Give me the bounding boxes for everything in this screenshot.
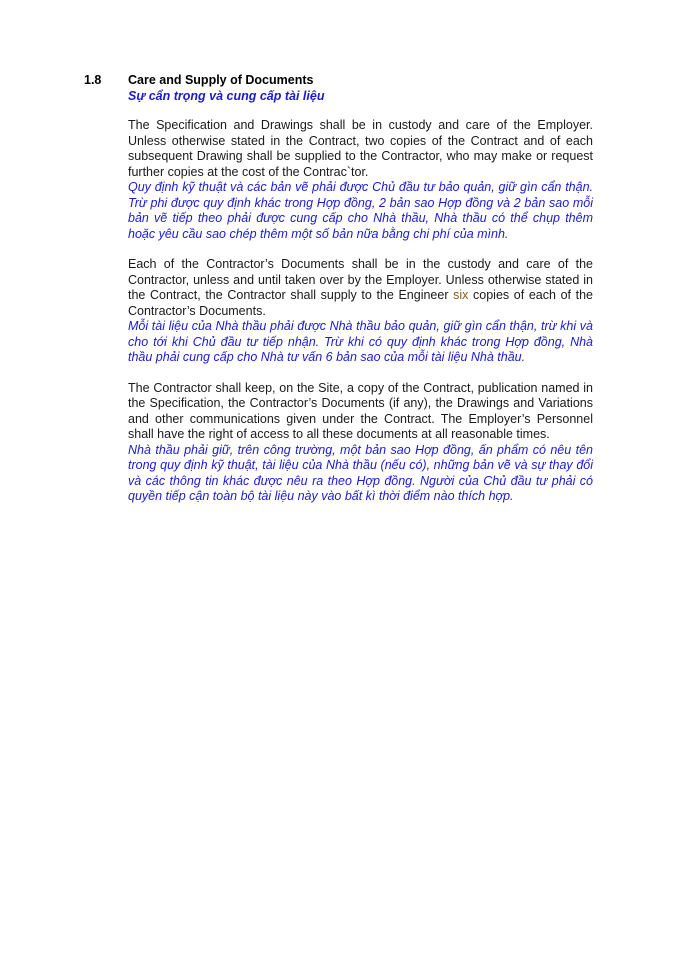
highlighted-copy-count: six xyxy=(453,288,469,302)
paragraph-english: The Specification and Drawings shall be in custody and care of the Employer. Unless otherwise stated in the Contract, two copies of the Contract and of each subsequent Drawing shall be supplied to the Contractor, who may make or request further copies at the cost of the Contrac`tor. xyxy=(128,118,593,179)
paragraph-vietnamese: Mỗi tài liệu của Nhà thầu phải được Nhà thầu bảo quản, giữ gìn cẩn thận, trừ khi và cho tới khi Chủ đầu tư tiếp nhận. Trừ khi có quy định khác trong Hợp đồng, Nhà thầu phải cung cấp cho Nhà tư vấn 6 bản sao của mỗi tài liệu Nhà thầu. xyxy=(128,319,593,364)
paragraph-english xyxy=(128,257,593,319)
paragraph-vietnamese: Quy định kỹ thuật và các bản vẽ phải được Chủ đầu tư bảo quản, giữ gìn cẩn thận. Trừ phi được quy định khác trong Hợp đồng, 2 bản sao Hợp đồng và 2 bản sao mỗi bản vẽ tiếp theo phải được cung cấp cho Nhà thầu, Nhà thầu có thể chụp thêm hoặc yêu cầu sao chép thêm một số bản nữa bằng chi phí của mình. xyxy=(128,180,593,241)
paragraph-1 xyxy=(128,118,593,242)
clause-title-vietnamese: Sự cẩn trọng và cung cấp tài liệu xyxy=(128,89,325,103)
paragraph-english: The Contractor shall keep, on the Site, a copy of the Contract, publication named in the Specification, the Contractor’s Documents (if any), the Drawings and Variations and other communications given under the Contract. The Employer’s Personnel shall have the right of access to all these documents at all reasonable times. xyxy=(128,380,593,441)
paragraph-english-part: copies of each of the Contractor’s Documents. xyxy=(128,288,593,318)
paragraph-2 xyxy=(128,257,593,366)
paragraph-english-part: Each of the Contractor’s Documents shall be in the custody and care of the Contractor, unless and until taken over by the Employer. Unless otherwise stated in the Contract, the Contractor shall supply to the Engineer xyxy=(128,257,593,302)
clause-body xyxy=(128,118,593,520)
paragraph-3 xyxy=(128,381,593,505)
clause-title-english: Care and Supply of Documents xyxy=(128,73,314,87)
clause-heading xyxy=(128,72,598,104)
clause-number: 1.8 xyxy=(84,73,102,87)
paragraph-vietnamese: Nhà thầu phải giữ, trên công trường, một bản sao Hợp đồng, ấn phẩm có nêu tên trong quy định kỹ thuật, tài liệu của Nhà thầu (nếu có), những bản vẽ và sự thay đổi và các thông tin khác được nêu ra theo Hợp đồng. Người của Chủ đầu tư phải có quyền tiếp cận toàn bộ tài liệu này vào bất kì thời điểm nào thích hợp. xyxy=(128,442,593,503)
